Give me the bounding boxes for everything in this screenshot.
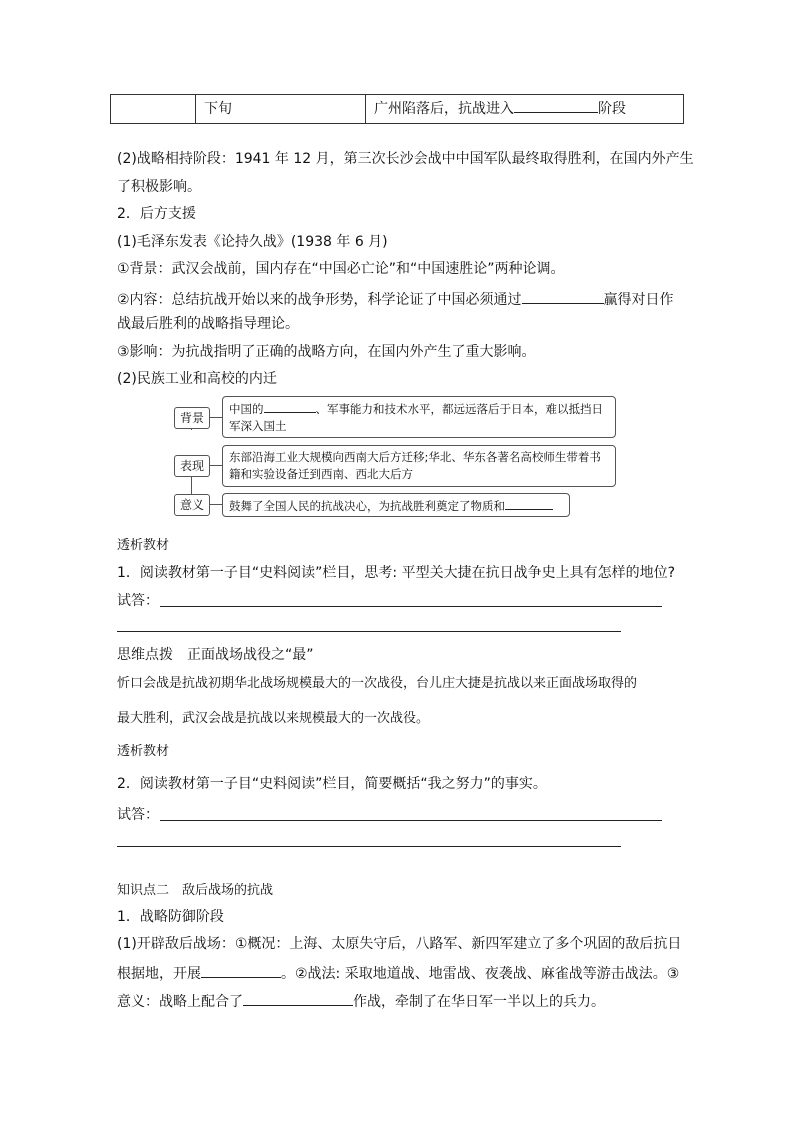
fill-blank-stage[interactable] (514, 97, 598, 113)
text-content-suffix: 赢得对日作 (603, 292, 674, 308)
fill-blank-spirit[interactable] (505, 497, 553, 510)
relocation-diagram (170, 392, 620, 522)
table-cell-event-prefix: 广州陷落后，抗战进入 (374, 101, 514, 117)
subheading-rear-support: 2．后方支援 (117, 206, 196, 222)
text-rear-battlefield: (1)开辟敌后战场：①概况：上海、太原失守后，八路军、新四军建立了多个巩固的敌后抗日 (117, 936, 682, 952)
question-2: 2．阅读教材第一子目“史料阅读”栏目，简要概括“我之努力”的事实。 (117, 776, 547, 792)
answer-line-2b[interactable] (117, 846, 621, 847)
box-background (222, 396, 616, 438)
table-cell-period: 下旬 (196, 95, 366, 123)
text-stalemate-stage: (2)战略相持阶段：1941 年 12 月，第三次长沙会战中中国军队最终取得胜利，在国内外产生 (117, 151, 694, 167)
fill-blank-guerrilla[interactable] (201, 962, 281, 978)
answer-label-1: 试答： (117, 593, 159, 609)
arrow-line (210, 504, 222, 505)
tag-significance: 意义 (174, 494, 210, 516)
box-manifestation-line1: 东部沿海工业大规模向西南大后方迁移;华北、华东各著名高校师生带着书 (229, 450, 601, 464)
fill-blank-front-battlefield[interactable] (243, 990, 353, 1006)
box-manifestation (222, 445, 616, 487)
table-cell-date-blank (111, 95, 196, 123)
table-cell-event-suffix: 阶段 (598, 101, 626, 117)
tips-line-1: 忻口会战是抗战初期华北战场规模最大的一次战役，台儿庄大捷是抗战以来正面战场取得的 (117, 676, 638, 691)
text-content-cont: 战最后胜利的战略指导理论。 (117, 316, 299, 332)
box-significance: 鼓舞了全国人民的抗战决心，为抗战胜利奠定了物质和 (222, 493, 570, 517)
table-cell-event (366, 95, 683, 123)
arrow-line (210, 465, 222, 466)
heading-tips: 思维点拨 正面战场战役之“最” (117, 647, 314, 663)
heading-knowledge-point-2: 知识点二 敌后战场的抗战 (117, 883, 274, 898)
tips-line-2: 最大胜利，武汉会战是抗战以来规模最大的一次战役。 (117, 711, 430, 726)
fill-blank-economy[interactable] (264, 400, 316, 413)
subheading-defense-stage: 1．战略防御阶段 (117, 909, 224, 925)
heading-analysis-1: 透析教材 (117, 538, 170, 553)
timeline-table-row (110, 94, 684, 124)
text-background: ①背景：武汉会战前，国内存在“中国必亡论”和“中国速胜论”两种论调。 (117, 261, 565, 277)
connector-line (191, 476, 192, 494)
answer-line-1a[interactable] (160, 606, 662, 607)
fill-blank-strategy[interactable] (522, 288, 604, 304)
box-background-line1: 中国的 、军事能力和技术水平，都远远落后于日本，难以抵挡日 (229, 402, 603, 416)
text-content-prefix: ②内容：总结抗战开始以来的战争形势，科学论证了中国必须通过 (117, 292, 522, 308)
text-impact: ③影响：为抗战指明了正确的战略方向，在国内外产生了重大影响。 (117, 344, 536, 360)
tag-background: 背景 (174, 407, 210, 429)
text-rear-battlefield-cont: 根据地，开展 。②战法: 采取地道战、地雷战、夜袭战、麻雀战等游击战法。③ (117, 962, 679, 983)
box-manifestation-line2: 籍和实验设备迁到西南、西北大后方 (229, 467, 413, 481)
text-relocation: (2)民族工业和高校的内迁 (117, 371, 277, 387)
text-content (117, 288, 674, 309)
text-protracted-war: (1)毛泽东发表《论持久战》(1938 年 6 月) (117, 234, 388, 250)
answer-line-1b[interactable] (117, 631, 621, 632)
box-background-line2: 军深入国土 (229, 419, 287, 433)
text-significance: 意义：战略上配合了 作战，牵制了在华日军一半以上的兵力。 (117, 990, 605, 1011)
arrow-line (210, 417, 222, 418)
answer-line-2a[interactable] (160, 820, 662, 821)
tag-manifestation: 表现 (174, 455, 210, 477)
question-1: 1．阅读教材第一子目“史料阅读”栏目，思考: 平型关大捷在抗日战争史上具有怎样的地位? (117, 565, 676, 581)
heading-analysis-2: 透析教材 (117, 744, 170, 759)
answer-label-2: 试答： (117, 807, 159, 823)
text-stalemate-stage-cont: 了积极影响。 (117, 179, 201, 195)
